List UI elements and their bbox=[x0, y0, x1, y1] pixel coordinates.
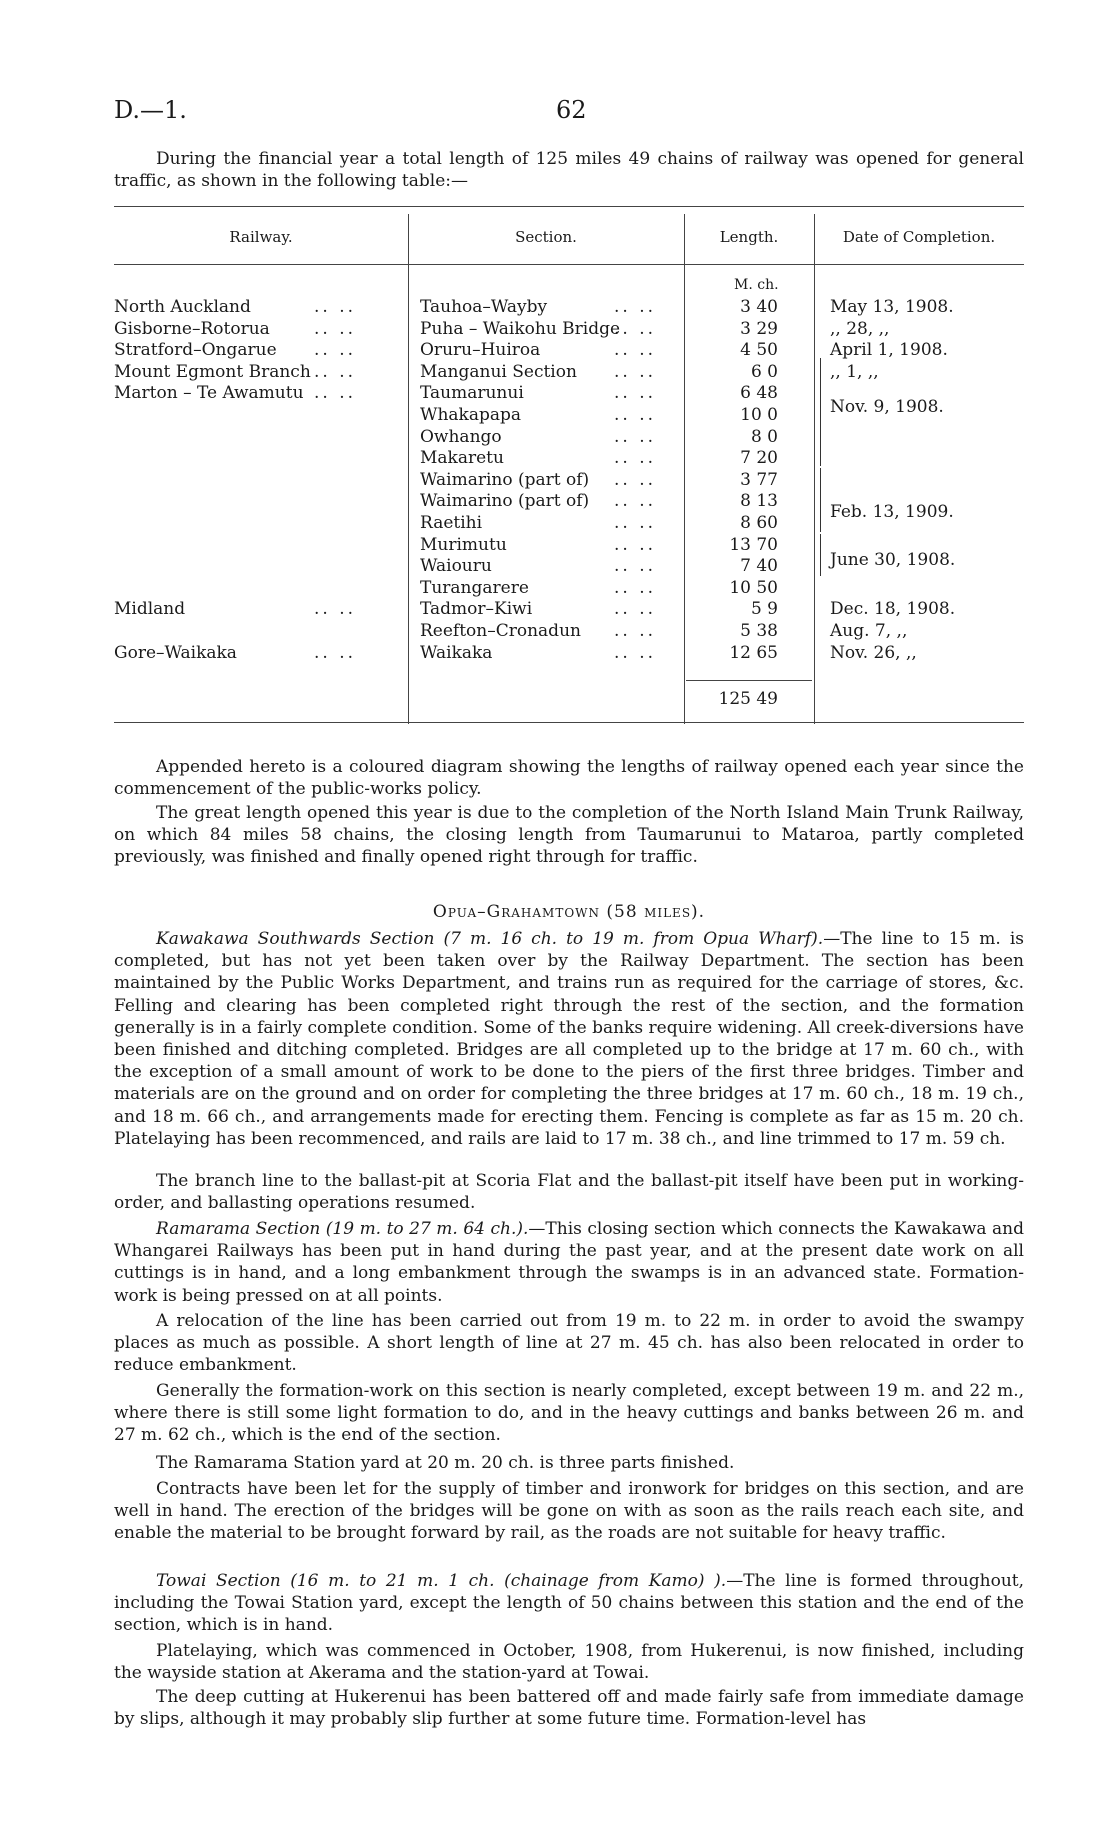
section-name: Owhango bbox=[420, 426, 502, 447]
section-length: 8 0 bbox=[750, 426, 778, 447]
leader-dots: .. .. bbox=[614, 426, 657, 447]
section-heading: Opua–Grahamtown (58 miles). bbox=[432, 902, 706, 922]
completion-date: May 13, 1908. bbox=[830, 297, 954, 317]
completion-date: Nov. 9, 1908. bbox=[830, 397, 944, 417]
railway-name: Mount Egmont Branch bbox=[114, 361, 311, 382]
section-name: Waiouru bbox=[420, 556, 492, 577]
railway-name: North Auckland bbox=[114, 297, 251, 317]
intro-paragraph: During the financial year a total length of 125 miles 49 chains of railway was opened for general traffic, as shown in the following table:— bbox=[114, 149, 1024, 192]
completion-date: ,, 1, ,, bbox=[830, 361, 879, 382]
section-length: 13 70 bbox=[729, 534, 778, 555]
table-bottom-rule bbox=[114, 722, 1024, 723]
leader-dots: .. .. bbox=[314, 318, 357, 339]
date-brace bbox=[820, 468, 821, 532]
railway-name: Gore–Waikaka bbox=[114, 642, 237, 663]
paragraph-platelaying: Platelaying, which was commenced in October, 1908, from Hukerenui, is now finished, including the wayside station at Akerama and the station-yard at Towai. bbox=[114, 1641, 1024, 1684]
column-header-date: Date of Completion. bbox=[842, 228, 996, 246]
section-length: 10 0 bbox=[740, 405, 778, 425]
section-length: 3 77 bbox=[740, 469, 778, 490]
leader-dots: .. .. bbox=[614, 340, 657, 361]
paragraph-ramarama: Ramarama Section (19 m. to 27 m. 64 ch.).—This closing section which connects the Kawakawa and Whangarei Railways has been put in hand during the past year, and at the present date work on all cuttings is in hand, and a long embankment through the swamps is in an advanced state. Formation-work is being pressed on at all points. bbox=[114, 1219, 1025, 1306]
leader-dots: .. .. bbox=[614, 361, 657, 382]
leader-dots: .. .. bbox=[314, 297, 357, 317]
section-length: 6 48 bbox=[740, 383, 778, 404]
total-rule bbox=[686, 680, 812, 681]
section-length: 6 0 bbox=[750, 361, 778, 382]
paragraph-main-trunk: The great length opened this year is due to the completion of the North Island Main Trunk Railway, on which 84 miles 58 chains, the closing length from Taumarunui to Mataroa, partly completed previously, was finished and finally opened right through for traffic. bbox=[114, 803, 1024, 868]
section-length: 7 40 bbox=[740, 556, 778, 577]
railway-name: Gisborne–Rotorua bbox=[114, 318, 270, 339]
leader-dots: .. .. bbox=[614, 599, 657, 620]
completion-date: Nov. 26, ,, bbox=[830, 642, 917, 663]
railway-name: Stratford–Ongarue bbox=[114, 340, 277, 361]
paragraph-kawakawa: Kawakawa Southwards Section (7 m. 16 ch. to 19 m. from Opua Wharf).—The line to 15 m. is completed, but has not yet been taken over by the Railway Department. The section has been maintained by the Public Works Department, and trains run as required for the carriage of stores, &c. Felling and clearing has been completed right through the rest of the section, and the formation generally is in a fairly complete condition. Some of the banks require widening. All creek-diversions have been finished and ditching completed. Bridges are all completed up to the bridge at 17 m. 60 ch., with the exception of a small amount of work to be done to the piers of the first three bridges. Timber and materials are on the ground and on order for completing the three bridges at 17 m. 60 ch., 18 m. 19 ch., and 18 m. 66 ch., and arrangements made for erecting them. Fencing is complete as far as 15 m. 20 ch. Platelaying has been recommenced, and rails are laid to 17 m. 38 ch., and line trimmed to 17 m. 59 ch. bbox=[114, 929, 1024, 1149]
section-name: Turangarere bbox=[420, 577, 529, 598]
completion-date: Feb. 13, 1909. bbox=[830, 502, 954, 522]
section-name: Waimarino (part of) bbox=[420, 469, 590, 490]
railway-name: Midland bbox=[114, 599, 186, 620]
leader-dots: .. .. bbox=[614, 448, 657, 469]
leader-dots: .. .. bbox=[314, 361, 357, 382]
leader-dots: .. .. bbox=[314, 340, 357, 361]
leader-dots: .. .. bbox=[614, 318, 657, 339]
completion-date: April 1, 1908. bbox=[830, 340, 948, 361]
paragraph-contracts: Contracts have been let for the supply of timber and ironwork for bridges on this section, and are well in hand. The erection of the bridges will be gone on with as soon as the rails reach each site, and enable the material to be brought forward by rail, as the roads are not suitable for heavy traffic. bbox=[114, 1479, 1024, 1544]
leader-dots: .. .. bbox=[614, 405, 657, 425]
leader-dots: .. .. bbox=[614, 621, 657, 641]
railway-name: Marton – Te Awamutu bbox=[114, 383, 304, 404]
leader-dots: .. .. bbox=[614, 577, 657, 598]
paragraph-station: The Ramarama Station yard at 20 m. 20 ch. is three parts finished. bbox=[156, 1453, 735, 1473]
section-length: 10 50 bbox=[729, 577, 778, 598]
table-header-rule bbox=[114, 264, 1024, 265]
section-name: Tadmor–Kiwi bbox=[420, 599, 533, 620]
section-length: 8 13 bbox=[740, 491, 778, 512]
leader-dots: .. .. bbox=[314, 599, 357, 620]
section-length: 7 20 bbox=[740, 448, 778, 469]
completion-date: Dec. 18, 1908. bbox=[830, 599, 956, 620]
column-header-section: Section. bbox=[515, 228, 577, 246]
leader-dots: .. .. bbox=[614, 534, 657, 555]
page-number: 62 bbox=[556, 96, 587, 124]
leader-dots: .. .. bbox=[614, 513, 657, 533]
section-name: Tauhoa–Wayby bbox=[420, 297, 548, 317]
section-length: 3 29 bbox=[740, 318, 778, 339]
section-name: Makaretu bbox=[420, 448, 504, 469]
section-length: 3 40 bbox=[740, 297, 778, 317]
column-divider bbox=[684, 214, 685, 724]
section-length: 4 50 bbox=[740, 340, 778, 361]
column-header-length: Length. bbox=[719, 228, 779, 246]
column-header-railway: Railway. bbox=[229, 228, 293, 246]
section-length: 12 65 bbox=[729, 642, 778, 663]
paragraph-deep-cutting: The deep cutting at Hukerenui has been battered off and made fairly safe from immediate damage by slips, although it may probably slip further at some future time. Formation-level has bbox=[114, 1687, 1024, 1730]
section-length: 5 38 bbox=[740, 621, 778, 641]
section-length: 8 60 bbox=[740, 513, 778, 533]
table-top-rule bbox=[114, 206, 1024, 207]
completion-date: ,, 28, ,, bbox=[830, 318, 890, 339]
section-name: Raetihi bbox=[420, 513, 483, 533]
leader-dots: .. .. bbox=[614, 642, 657, 663]
leader-dots: .. .. bbox=[314, 642, 357, 663]
leader-dots: .. .. bbox=[614, 383, 657, 404]
leader-dots: .. .. bbox=[614, 491, 657, 512]
section-name: Taumarunui bbox=[420, 383, 524, 404]
section-name: Whakapapa bbox=[420, 405, 522, 425]
completion-date: Aug. 7, ,, bbox=[830, 621, 908, 641]
leader-dots: .. .. bbox=[314, 383, 357, 404]
section-name: Manganui Section bbox=[420, 361, 577, 382]
railway-table bbox=[114, 206, 1024, 726]
total-length: 125 49 bbox=[718, 689, 778, 709]
section-name: Waimarino (part of) bbox=[420, 491, 590, 512]
section-name: Puha – Waikohu Bridge bbox=[420, 318, 621, 339]
paragraph-generally: Generally the formation-work on this section is nearly completed, except between 19 m. and 22 m., where there is still some light formation to do, and in the heavy cuttings and banks between 26 m. and 27 m. 62 ch., which is the end of the section. bbox=[114, 1381, 1024, 1446]
section-name: Oruru–Huiroa bbox=[420, 340, 541, 361]
leader-dots: .. .. bbox=[614, 297, 657, 317]
date-brace bbox=[820, 358, 821, 466]
completion-date: June 30, 1908. bbox=[830, 550, 956, 570]
document-reference: D.—1. bbox=[114, 96, 187, 124]
column-divider bbox=[408, 214, 409, 724]
leader-dots: .. .. bbox=[614, 556, 657, 577]
length-units: M. ch. bbox=[734, 277, 779, 293]
section-name: Waikaka bbox=[420, 642, 493, 663]
section-name: Reefton–Cronadun bbox=[420, 621, 581, 641]
paragraph-towai: Towai Section (16 m. to 21 m. 1 ch. (chainage from Kamo) ).—The line is formed throughout, including the Towai Station yard, except the length of 50 chains between this station and the end of the section, which is in hand. bbox=[114, 1571, 1024, 1636]
column-divider bbox=[814, 214, 815, 724]
paragraph-branch: The branch line to the ballast-pit at Scoria Flat and the ballast-pit itself have been put in working-order, and ballasting operations resumed. bbox=[114, 1171, 1024, 1214]
date-brace bbox=[820, 534, 821, 576]
paragraph-relocation: A relocation of the line has been carried out from 19 m. to 22 m. in order to avoid the swampy places as much as possible. A short length of line at 27 m. 45 ch. has also been relocated in order to reduce embankment. bbox=[114, 1311, 1024, 1376]
section-name: Murimutu bbox=[420, 534, 507, 555]
leader-dots: .. .. bbox=[614, 469, 657, 490]
paragraph-diagram: Appended hereto is a coloured diagram showing the lengths of railway opened each year since the commencement of the public-works policy. bbox=[114, 757, 1024, 800]
section-length: 5 9 bbox=[750, 599, 778, 620]
